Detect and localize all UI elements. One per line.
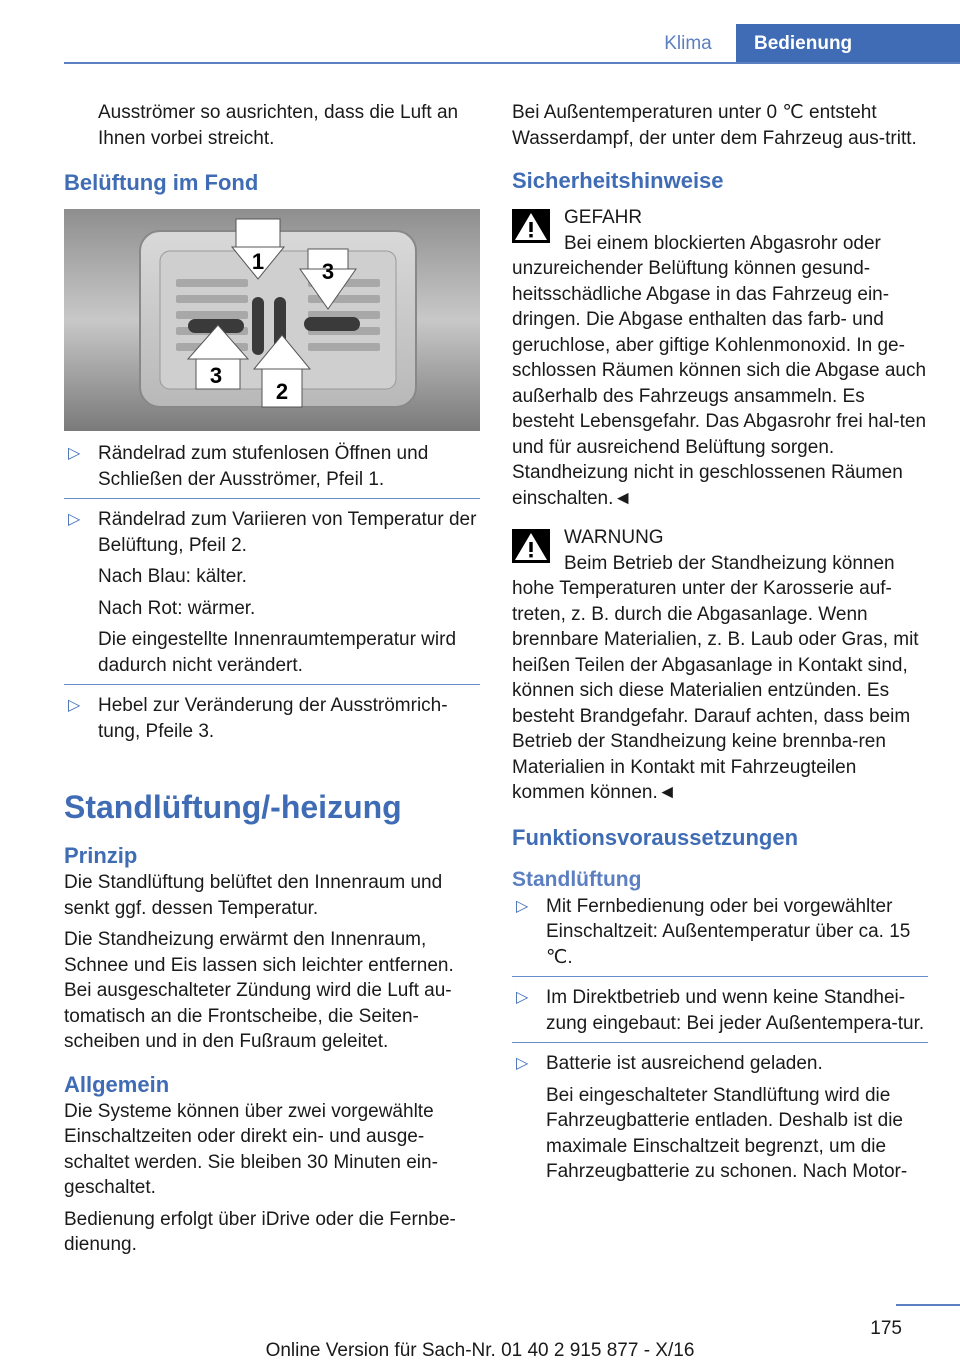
list-item-text: Im Direktbetrieb und wenn keine Standhei-zung eingebaut: Bei jeder Außentempera-tur. (546, 987, 925, 1034)
footer-rule (896, 1304, 960, 1306)
warning-title: GEFAHR (564, 207, 643, 228)
heading-funktionsvoraussetzungen: Funktionsvoraussetzungen (512, 824, 799, 850)
list-item-subtext: Bei eingeschalteter Standlüftung wird die Fahrzeugbatterie entladen. Deshalb ist die maximale Einschaltzeit begrenzt, um die Fahrzeugbatterie zu schonen. Nach Motor- (546, 1084, 908, 1182)
list-item-text: Rändelrad zum stufenlosen Öffnen und Schließen der Ausströmer, Pfeil 1. (98, 443, 429, 490)
intro-text: Ausströmer so ausrichten, dass die Luft an Ihnen vorbei streicht. (98, 102, 459, 149)
heading-prinzip: Prinzip (64, 843, 138, 868)
list-item-text: Rändelrad zum Variieren von Temperatur der Belüftung, Pfeil 2. (98, 509, 477, 556)
heading-standlueftung-sub: Standlüftung (512, 867, 642, 891)
section-tab[interactable]: Klima (664, 33, 712, 54)
heading-belueftung-fond: Belüftung im Fond (64, 170, 259, 195)
fig-label-1: 1 (251, 249, 265, 274)
list-divider (64, 684, 480, 685)
warning-triangle-icon (512, 529, 550, 563)
warning-text: Beim Betrieb der Standheizung können hohe Temperaturen unter der Karosserie auf-treten, z. B. durch die Abgasanlage. Wenn brennbare Materialien, z. B. Laub oder Gras, mit heißen Teilen der Abgasanlage in Kontakt sind, können sich diese Materialien entzünden. Es besteht Brandgefahr. Darauf achten, dass beim Betrieb der Standheizung keine brennba-ren Materialien in Kontakt mit Fahrzeugteilen kommen können.◄ (512, 552, 919, 803)
fig-label-3-right: 3 (321, 259, 335, 284)
left-column (64, 100, 480, 1264)
intro-text-right: Bei Außentemperaturen unter 0 ℃ entsteht Wasserdampf, der unter dem Fahrzeug aus-tritt. (512, 102, 917, 149)
heading-sicherheitshinweise: Sicherheitshinweise (512, 168, 724, 193)
page-number: 175 (870, 1318, 902, 1339)
triangle-bullet-icon: ▷ (68, 511, 81, 528)
fig-label-3-left: 3 (209, 363, 223, 388)
rear-vent-illustration (64, 209, 480, 431)
right-column (512, 100, 928, 1191)
warning-block-warnung (512, 525, 928, 551)
heading-standlueftung: Standlüftung/-heizung (64, 789, 402, 825)
list-item-text: Mit Fernbedienung oder bei vorgewählter Einschaltzeit: Außentemperatur über ca. 15 ℃. (546, 895, 911, 968)
list-item (512, 1051, 928, 1185)
triangle-bullet-icon: ▷ (68, 445, 81, 462)
function-list (512, 894, 928, 1185)
list-item (512, 894, 928, 971)
allgemein-text-2: Bedienung erfolgt über iDrive oder die Fernbe-dienung. (64, 1208, 456, 1255)
triangle-bullet-icon: ▷ (516, 1055, 529, 1072)
warning-title: WARNUNG (564, 527, 664, 548)
list-divider (512, 976, 928, 977)
warning-triangle-icon (512, 209, 550, 243)
warning-block-gefahr (512, 205, 928, 231)
prinzip-text-1: Die Standlüftung belüftet den Innenraum und senkt ggf. dessen Temperatur. (64, 872, 443, 919)
warning-text: Bei einem blockierten Abgasrohr oder unzureichender Belüftung können gesund-heitsschädliche Abgase in das Fahrzeug ein-dringen. Die Abgase enthalten das farb- und geruchlose, aber giftige Kohlenmonoxid. In ge-schlossen Räumen können sich die Abgase auch außerhalb des Fahrzeugs ansammeln. Es besteht Lebensgefahr. Das Abgasrohr frei hal-ten und für ausreichend Belüftung sorgen. Standheizung nicht in geschlossenen Räumen einschalten.◄ (512, 232, 927, 509)
page-header (0, 0, 960, 64)
triangle-bullet-icon: ▷ (516, 897, 529, 915)
list-divider (64, 498, 480, 499)
list-item-subtext: Nach Rot: wärmer. (98, 597, 256, 619)
list-divider (512, 1042, 928, 1043)
list-item-text: Hebel zur Veränderung der Ausströmrich-tung, Pfeile 3. (98, 695, 448, 742)
heading-allgemein: Allgemein (64, 1071, 170, 1097)
list-item (64, 507, 480, 678)
prinzip-text-2: Die Standheizung erwärmt den Innenraum, Schnee und Eis lassen sich leichter entfernen. Bei ausgeschalteter Zündung wird die Luft au-tomatisch an die Frontscheibe, die Seiten-scheiben und in den Fußraum geleitet. (64, 929, 454, 1052)
list-item (64, 693, 480, 744)
triangle-bullet-icon: ▷ (516, 989, 529, 1006)
rear-vent-figure (64, 209, 480, 431)
allgemein-text-1: Die Systeme können über zwei vorgewählte Einschaltzeiten oder direkt ein- und ausge-schaltet werden. Sie bleiben 30 Minuten ein-geschaltet. (64, 1100, 438, 1198)
fond-list (64, 441, 480, 744)
list-item-subtext: Die eingestellte Innenraumtemperatur wird dadurch nicht verändert. (98, 629, 457, 676)
list-item (64, 441, 480, 492)
list-item-subtext: Nach Blau: kälter. (98, 566, 247, 587)
footer-text: Online Version für Sach-Nr. 01 40 2 915 877 - X/16 (265, 1340, 695, 1361)
list-item (512, 985, 928, 1036)
chapter-tab[interactable]: Bedienung (736, 24, 960, 64)
header-rule (64, 62, 960, 64)
triangle-bullet-icon: ▷ (68, 697, 81, 714)
fig-label-2: 2 (275, 379, 289, 404)
list-item-text: Batterie ist ausreichend geladen. (546, 1053, 823, 1074)
